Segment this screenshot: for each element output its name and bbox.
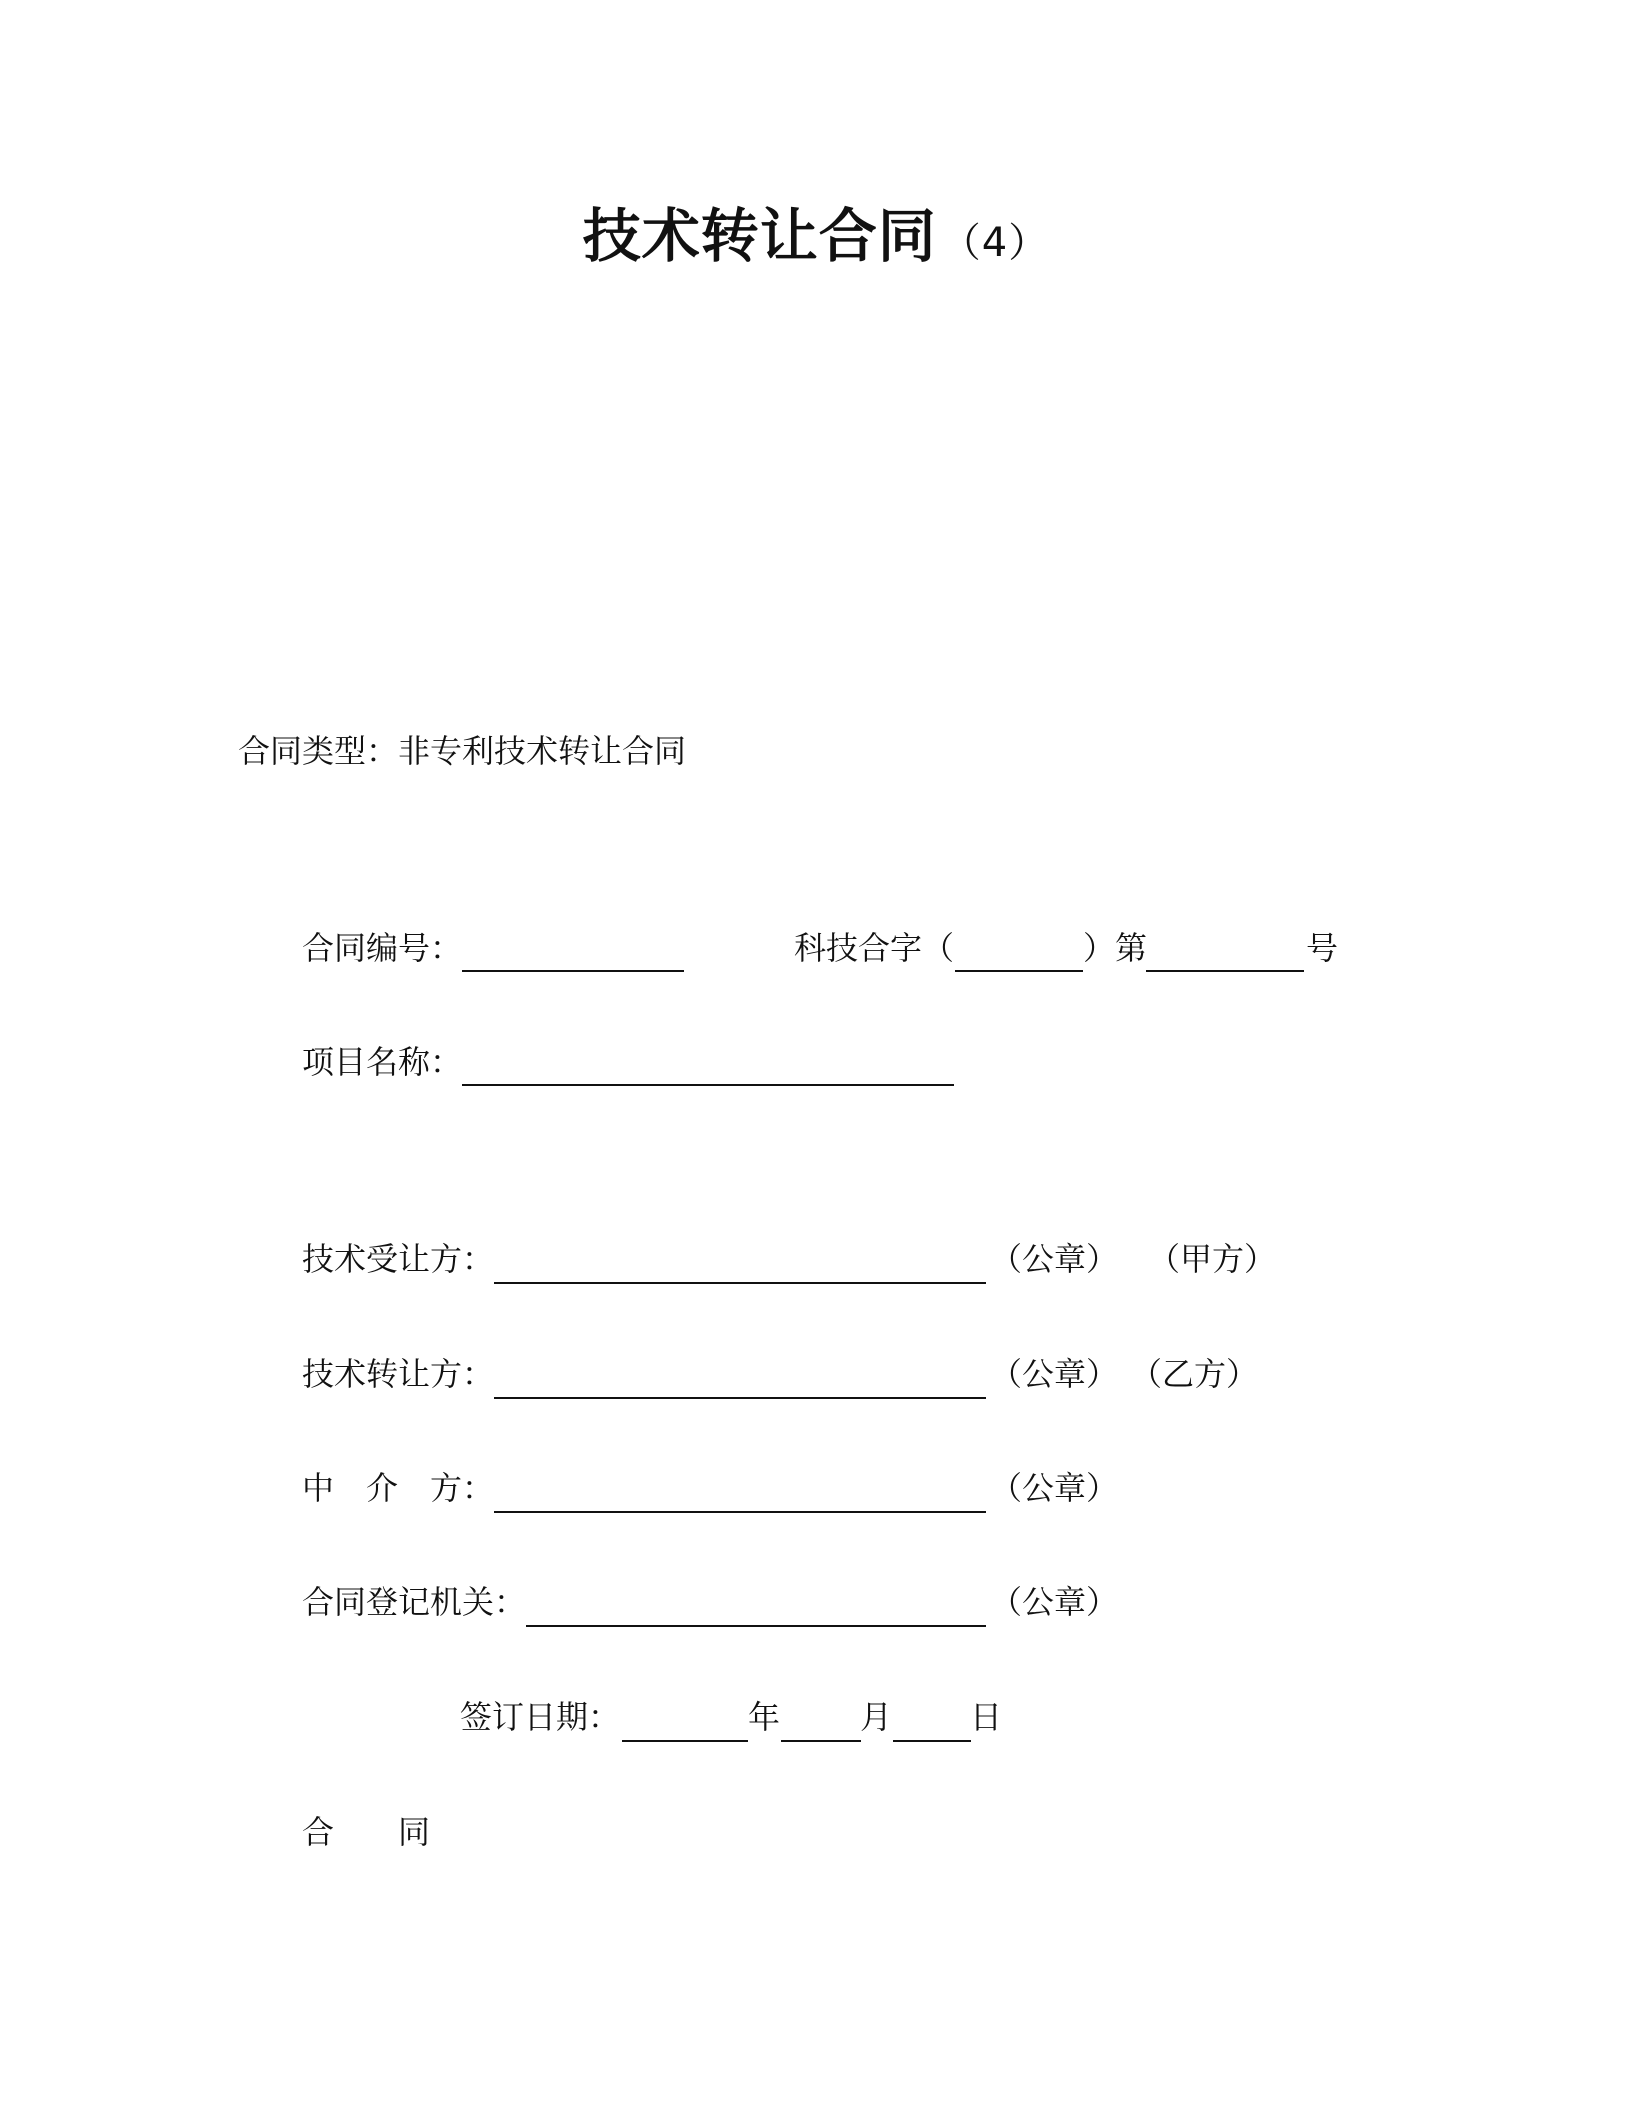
ref-number-field[interactable] [1146,970,1304,972]
signing-month-unit: 月 [860,1698,893,1736]
contract-type-value: 非专利技术转让合同 [398,732,687,770]
signing-year-unit: 年 [748,1698,781,1736]
contract-type [238,729,686,773]
signing-year-field[interactable] [622,1740,748,1742]
contract-number-label: 合同编号： [302,929,463,967]
footer-char-1: 合 [302,1813,335,1851]
ref-code-field[interactable] [955,970,1083,972]
project-name-label: 项目名称： [302,1043,463,1081]
intermediary-field[interactable] [494,1511,986,1513]
assignor-role: （乙方） [1130,1355,1259,1393]
signing-date-label: 签订日期： [460,1698,621,1736]
title-number: （4） [940,220,1050,266]
signing-day-field[interactable] [893,1740,971,1742]
intermediary-label-char-3: 方： [430,1469,495,1507]
ref-prefix: 科技合字（ [794,929,955,967]
registration-authority-label: 合同登记机关： [302,1583,527,1621]
signing-month-field[interactable] [781,1740,861,1742]
footer-char-2: 同 [398,1813,431,1851]
assignor-seal: （公章） [990,1355,1119,1393]
document-title [0,196,1632,283]
intermediary-label-char-1: 中 [302,1469,335,1507]
assignor-field[interactable] [494,1397,986,1399]
assignee-role: （甲方） [1148,1240,1277,1278]
title-main: 技术转让合同 [582,202,937,270]
registration-authority-seal: （公章） [990,1583,1119,1621]
project-name-field[interactable] [462,1084,954,1086]
ref-mid: ）第 [1083,929,1148,967]
contract-type-label: 合同类型： [238,732,399,770]
assignee-field[interactable] [494,1282,986,1284]
registration-authority-field[interactable] [526,1625,986,1627]
signing-day-unit: 日 [970,1698,1003,1736]
ref-suffix: 号 [1306,929,1339,967]
assignor-label: 技术转让方： [302,1355,495,1393]
assignee-label: 技术受让方： [302,1240,495,1278]
contract-number-field[interactable] [462,970,684,972]
assignee-seal: （公章） [990,1240,1119,1278]
intermediary-label-char-2: 介 [366,1469,399,1507]
intermediary-seal: （公章） [990,1469,1119,1507]
